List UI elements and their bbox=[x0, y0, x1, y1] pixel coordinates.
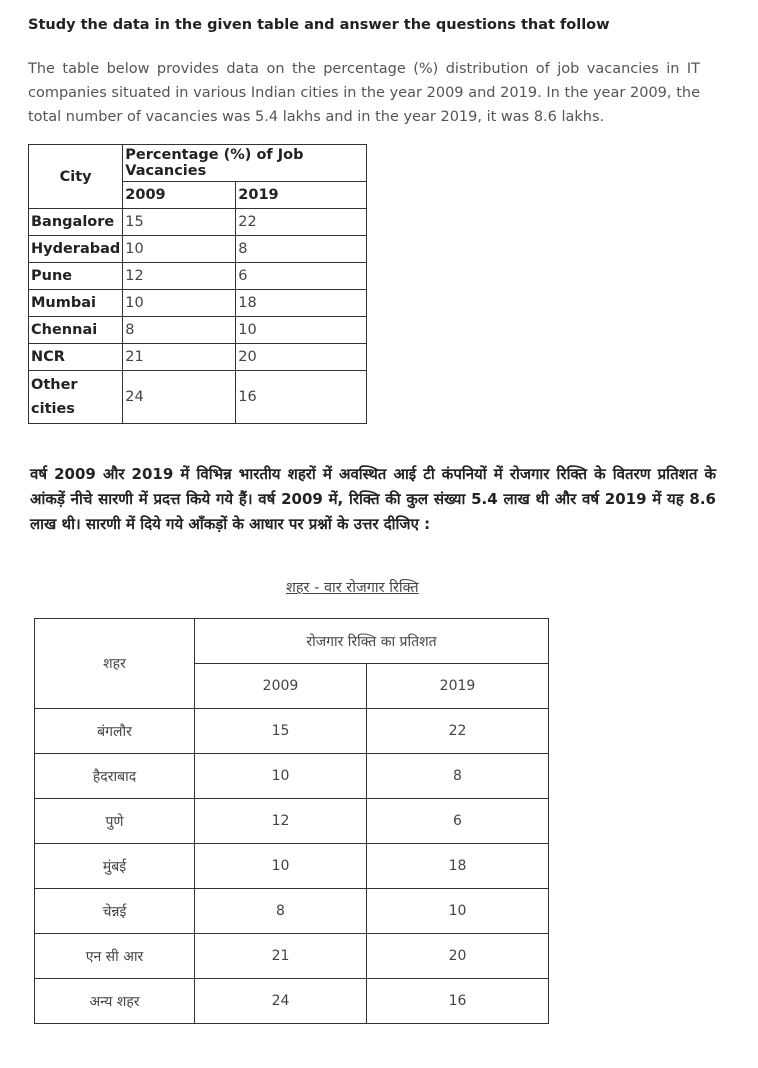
table-row bbox=[29, 236, 367, 263]
table-row bbox=[35, 889, 549, 934]
table-row bbox=[35, 844, 549, 889]
value-2019-cell: 16 bbox=[236, 371, 367, 424]
table-row bbox=[29, 344, 367, 371]
value-2019-cell: 22 bbox=[367, 709, 549, 754]
city-cell: Mumbai bbox=[29, 290, 123, 317]
value-2019-cell: 20 bbox=[367, 934, 549, 979]
table-row bbox=[29, 371, 367, 424]
value-2009-cell: 24 bbox=[195, 979, 367, 1024]
year-2019-header: 2019 bbox=[236, 182, 367, 209]
hindi-table-caption: शहर - वार रोजगार रिक्ति bbox=[286, 580, 419, 596]
table-row bbox=[29, 317, 367, 344]
city-cell: Chennai bbox=[29, 317, 123, 344]
value-2009-cell: 15 bbox=[123, 209, 236, 236]
value-2009-cell: 10 bbox=[123, 236, 236, 263]
table-row bbox=[35, 799, 549, 844]
percentage-group-header: Percentage (%) of Job Vacancies bbox=[123, 145, 367, 182]
year-2009-header: 2009 bbox=[123, 182, 236, 209]
value-2009-cell: 12 bbox=[195, 799, 367, 844]
value-2009-cell: 10 bbox=[195, 754, 367, 799]
city-cell: मुंबई bbox=[35, 844, 195, 889]
city-header: शहर bbox=[35, 619, 195, 709]
value-2019-cell: 18 bbox=[236, 290, 367, 317]
value-2009-cell: 10 bbox=[123, 290, 236, 317]
table-row bbox=[35, 709, 549, 754]
city-cell: Pune bbox=[29, 263, 123, 290]
city-cell: बंगलौर bbox=[35, 709, 195, 754]
value-2009-cell: 15 bbox=[195, 709, 367, 754]
value-2019-cell: 22 bbox=[236, 209, 367, 236]
year-2009-header: 2009 bbox=[195, 664, 367, 709]
value-2009-cell: 12 bbox=[123, 263, 236, 290]
city-cell: हैदराबाद bbox=[35, 754, 195, 799]
table-row bbox=[35, 934, 549, 979]
table-row bbox=[29, 209, 367, 236]
value-2019-cell: 10 bbox=[367, 889, 549, 934]
table-row bbox=[35, 754, 549, 799]
city-header: City bbox=[29, 145, 123, 209]
page-heading: Study the data in the given table and answer the questions that follow bbox=[28, 17, 610, 33]
city-cell: Bangalore bbox=[29, 209, 123, 236]
value-2019-cell: 10 bbox=[236, 317, 367, 344]
value-2019-cell: 20 bbox=[236, 344, 367, 371]
table-row bbox=[29, 263, 367, 290]
city-cell: अन्य शहर bbox=[35, 979, 195, 1024]
year-2019-header: 2019 bbox=[367, 664, 549, 709]
hindi-vacancy-table bbox=[34, 618, 549, 1024]
value-2009-cell: 8 bbox=[195, 889, 367, 934]
value-2019-cell: 8 bbox=[236, 236, 367, 263]
value-2019-cell: 6 bbox=[236, 263, 367, 290]
city-cell: चेन्नई bbox=[35, 889, 195, 934]
value-2019-cell: 6 bbox=[367, 799, 549, 844]
table-row bbox=[29, 290, 367, 317]
hindi-paragraph: वर्ष 2009 और 2019 में विभिन्न भारतीय शहरों में अवस्थित आई टी कंपनियों में रोजगार रिक्ति के वितरण प्रतिशत के आंकड़ें नीचे सारणी में प्रदत्त किये गये हैं। वर्ष 2009 में, रिक्ति की कुल संख्या 5.4 लाख थी और वर्ष 2019 में यह 8.6 लाख थी। सारणी में दिये गये आँकड़ों के आधार पर प्रश्नों के उत्तर दीजिए : bbox=[30, 465, 716, 533]
value-2019-cell: 18 bbox=[367, 844, 549, 889]
value-2009-cell: 21 bbox=[195, 934, 367, 979]
value-2019-cell: 8 bbox=[367, 754, 549, 799]
percentage-group-header: रोजगार रिक्ति का प्रतिशत bbox=[195, 619, 549, 664]
table-row bbox=[35, 979, 549, 1024]
english-vacancy-table bbox=[28, 144, 367, 424]
city-cell: एन सी आर bbox=[35, 934, 195, 979]
city-cell: पुणे bbox=[35, 799, 195, 844]
value-2009-cell: 8 bbox=[123, 317, 236, 344]
value-2009-cell: 10 bbox=[195, 844, 367, 889]
value-2009-cell: 24 bbox=[123, 371, 236, 424]
city-cell: Hyderabad bbox=[29, 236, 123, 263]
city-cell: Other cities bbox=[29, 371, 123, 424]
city-cell: NCR bbox=[29, 344, 123, 371]
value-2019-cell: 16 bbox=[367, 979, 549, 1024]
value-2009-cell: 21 bbox=[123, 344, 236, 371]
intro-paragraph: The table below provides data on the percentage (%) distribution of job vacancies in IT companies situated in various Indian cities in the year 2009 and 2019. In the year 2009, the total number of vacancies was 5.4 lakhs and in the year 2019, it was 8.6 lakhs. bbox=[28, 61, 700, 125]
